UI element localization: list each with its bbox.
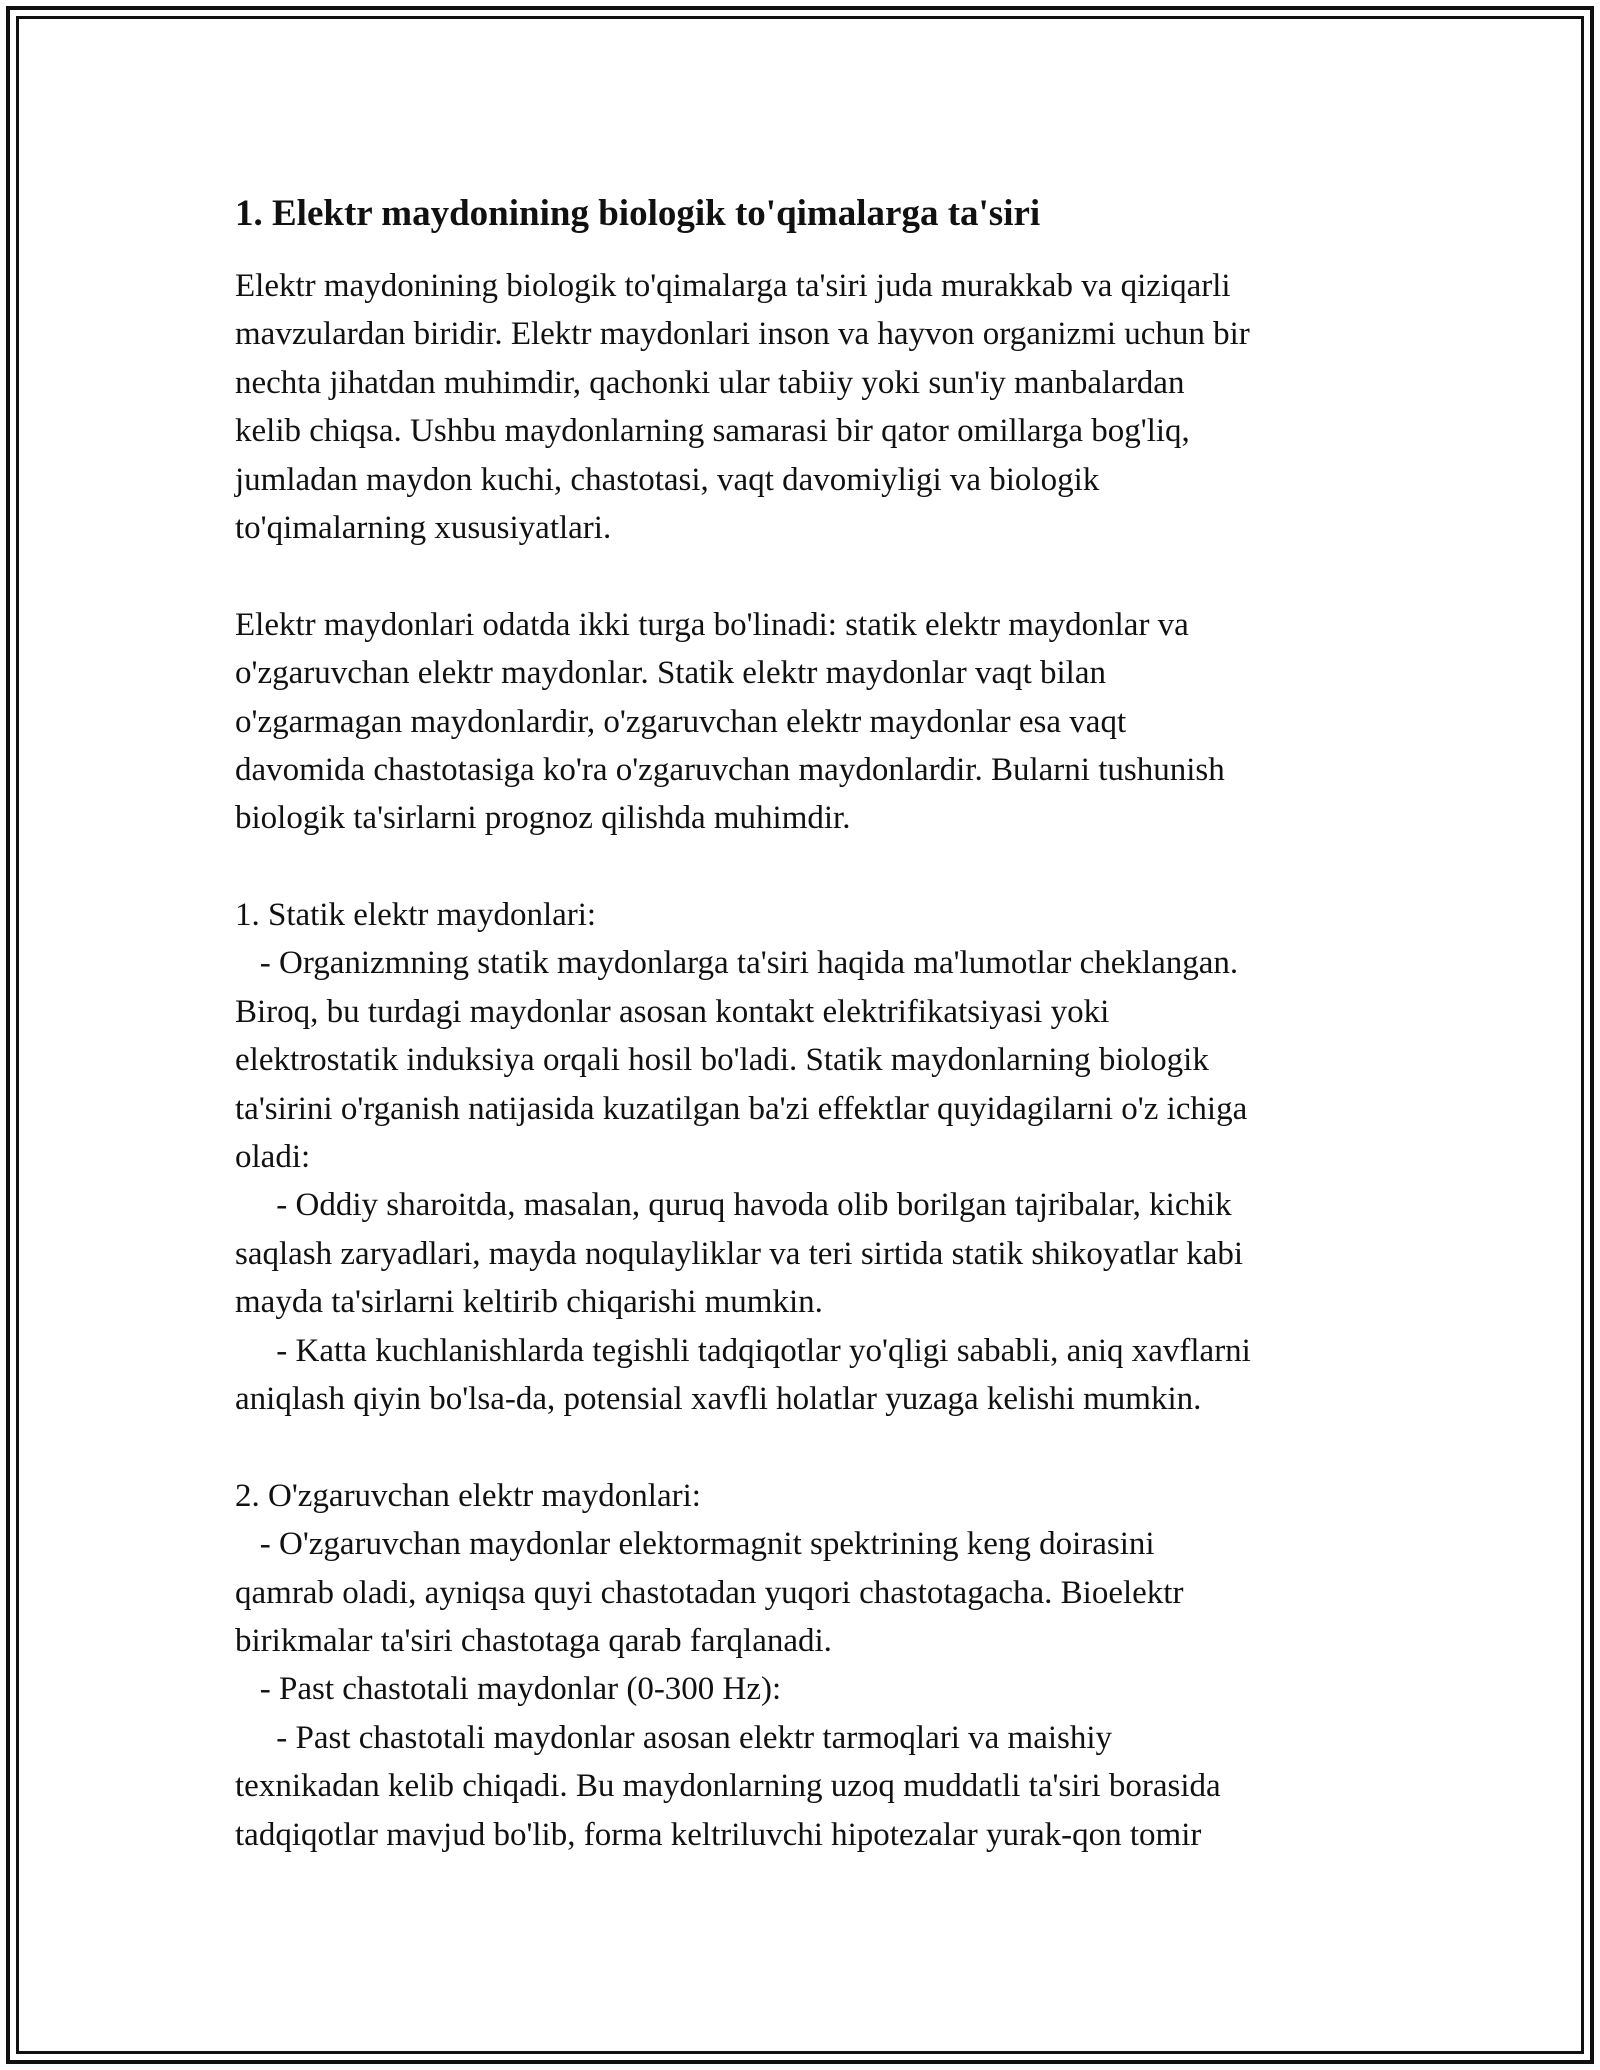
- text-line: biologik ta'sirlarni prognoz qilishda muhimdir.: [235, 800, 851, 837]
- text-line: Biroq, bu turdagi maydonlar asosan kontakt elektrifikatsiyasi yoki: [235, 993, 1110, 1030]
- text-line: davomida chastotasiga ko'ra o'zgaruvchan maydonlardir. Bularni tushunish: [235, 751, 1225, 788]
- blank-line: [235, 843, 1385, 891]
- text-line: - Organizmning statik maydonlarga ta'siri haqida ma'lumotlar cheklangan.: [235, 945, 1239, 982]
- text-line: tadqiqotlar mavjud bo'lib, forma keltriluvchi hipotezalar yurak-qon tomir: [235, 1816, 1202, 1853]
- text-line: jumladan maydon kuchi, chastotasi, vaqt davomiyligi va biologik: [235, 461, 1100, 498]
- text-line: birikmalar ta'siri chastotaga qarab farqlanadi.: [235, 1622, 832, 1659]
- section-heading: 1. Elektr maydonining biologik to'qimalarga ta'siri: [235, 193, 1041, 234]
- blank-line: [235, 552, 1385, 600]
- blank-line: [235, 1423, 1385, 1471]
- text-line: o'zgarmagan maydonlardir, o'zgaruvchan elektr maydonlar esa vaqt: [235, 703, 1127, 740]
- text-line: - Katta kuchlanishlarda tegishli tadqiqotlar yo'qligi sababli, aniq xavflarni: [235, 1332, 1251, 1369]
- text-line: saqlash zaryadlari, mayda noqulayliklar va teri sirtida statik shikoyatlar kabi: [235, 1235, 1244, 1272]
- text-line: nechta jihatdan muhimdir, qachonki ular tabiiy yoki sun'iy manbalardan: [235, 364, 1185, 401]
- text-line: ta'sirini o'rganish natijasida kuzatilgan ba'zi effektlar quyidagilarni o'z ichiga: [235, 1090, 1248, 1127]
- text-line: - Past chastotali maydonlar (0-300 Hz):: [235, 1671, 782, 1708]
- text-line: elektrostatik induksiya orqali hosil bo'ladi. Statik maydonlarning biologik: [235, 1042, 1209, 1079]
- text-line: Elektr maydonlari odatda ikki turga bo'linadi: statik elektr maydonlar va: [235, 606, 1189, 643]
- text-line: to'qimalarning xususiyatlari.: [235, 509, 612, 546]
- text-line: mavzulardan biridir. Elektr maydonlari inson va hayvon organizmi uchun bir: [235, 316, 1250, 353]
- text-line: mayda ta'sirlarni keltirib chiqarishi mumkin.: [235, 1284, 823, 1321]
- text-line: - Oddiy sharoitda, masalan, quruq havoda olib borilgan tajribalar, kichik: [235, 1187, 1232, 1224]
- text-line: oladi:: [235, 1139, 311, 1176]
- text-line: texnikadan kelib chiqadi. Bu maydonlarning uzoq muddatli ta'siri borasida: [235, 1768, 1221, 1805]
- text-line: aniqlash qiyin bo'lsa-da, potensial xavfli holatlar yuzaga kelishi mumkin.: [235, 1380, 1202, 1417]
- text-line: - Past chastotali maydonlar asosan elektr tarmoqlari va maishiy: [235, 1719, 1113, 1756]
- text-line: Elektr maydonining biologik to'qimalarga ta'siri juda murakkab va qiziqarli: [235, 268, 1231, 304]
- document-body: [235, 262, 1385, 1859]
- text-line: o'zgaruvchan elektr maydonlar. Statik elektr maydonlar vaqt bilan: [235, 655, 1106, 692]
- document-content: [235, 186, 1385, 1859]
- text-line: qamrab oladi, ayniqsa quyi chastotadan yuqori chastotagacha. Bioelektr: [235, 1574, 1184, 1611]
- text-line: kelib chiqsa. Ushbu maydonlarning samarasi bir qator omillarga bog'liq,: [235, 413, 1190, 450]
- text-line: - O'zgaruvchan maydonlar elektormagnit spektrining keng doirasini: [235, 1526, 1155, 1563]
- list-heading: 1. Statik elektr maydonlari:: [235, 897, 597, 934]
- list-heading: 2. O'zgaruvchan elektr maydonlari:: [235, 1477, 701, 1514]
